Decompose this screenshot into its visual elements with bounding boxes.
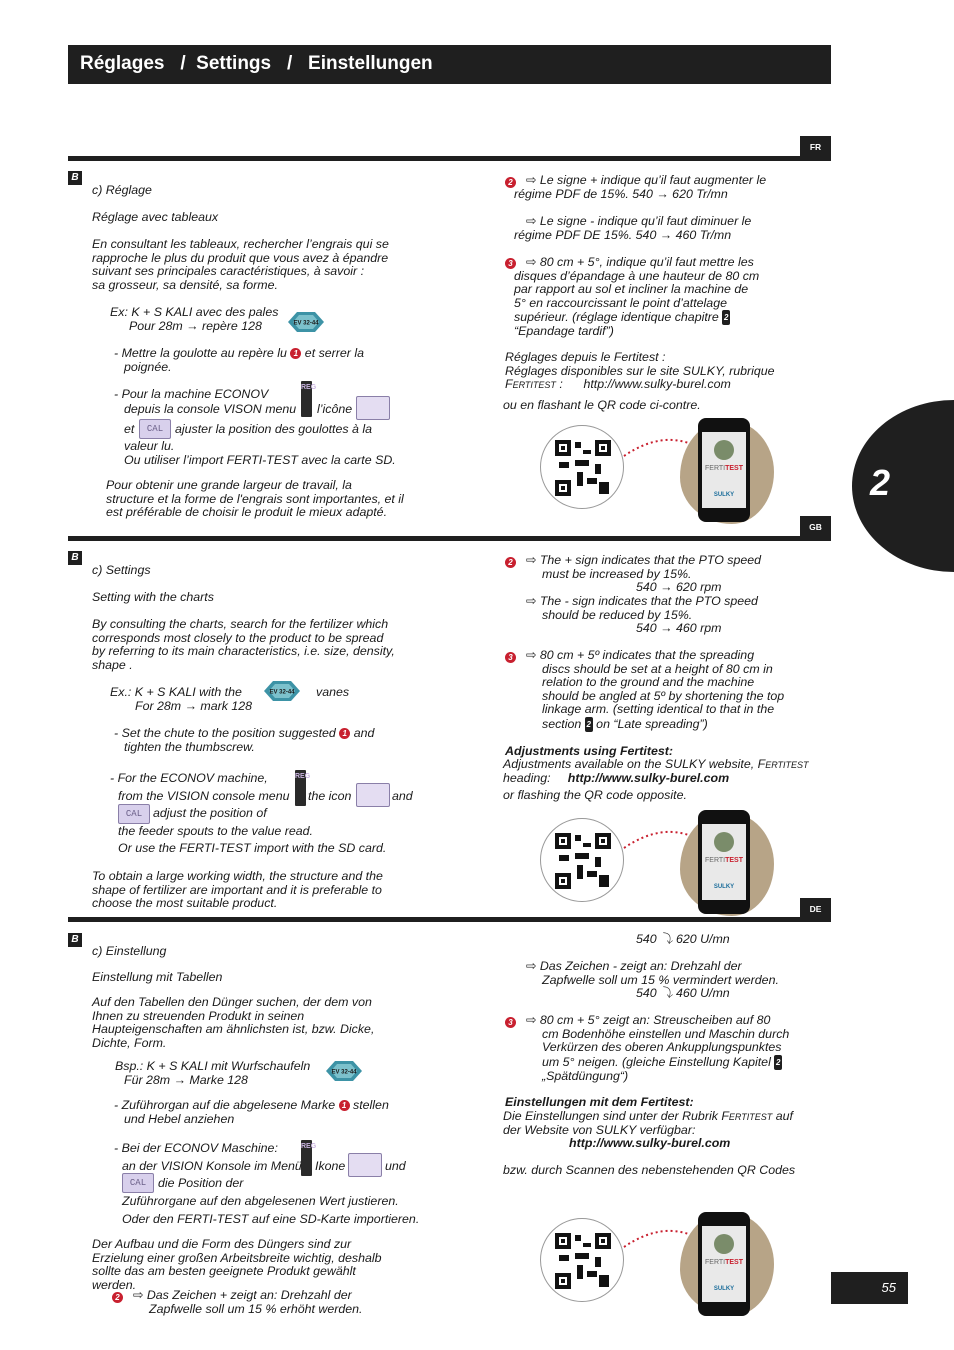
cal-button-icon: CAL	[139, 419, 171, 439]
fr-adjust: ajuster la position des goulottes à la	[175, 422, 372, 436]
de-minus-sign: ⇨ Das Zeichen - zeigt an: Drehzahl der Zapfwelle soll um 15 % vermindert werden. 540 ⤵ 460 U/mn	[526, 959, 779, 1000]
gb-conclusion: To obtain a large working width, the structure and the shape of fertilizer are important and it is preferable to choose the most suitable product.	[92, 869, 383, 910]
chapter-number: 2	[870, 462, 891, 503]
gb-example: Ex.: K + S KALI with the	[110, 685, 242, 699]
de-fertitest-title: Einstellungen mit dem Fertitest:	[505, 1095, 694, 1109]
de-qr-note: bzw. durch Scannen des nebenstehenden QR Codes	[503, 1163, 796, 1177]
fr-fertitest: Réglages depuis le Fertitest : Réglages disponibles sur le site SULKY, rubrique Fertitest : http://www.sulky-burel.com	[505, 350, 775, 391]
fr-minus-sign: ⇨ Le signe - indique qu’il faut diminuer le régime PDF DE 15%. 540 → 460 Tr/mn	[514, 214, 752, 242]
gb-step-chute: - Set the chute to the position suggested 1 and tighten the thumbscrew.	[114, 726, 375, 754]
fr-heading: c) Réglage	[92, 183, 152, 197]
reg-menu-icon: REG	[301, 1140, 312, 1176]
gb-plus-sign: ⇨ The + sign indicates that the PTO speed must be increased by 15%. 540 → 620 rpm	[526, 553, 762, 594]
ev-vane-icon	[326, 1061, 362, 1081]
de-rpm-plus: 540 ⤵ 620 U/mn	[636, 932, 730, 946]
marker-3-icon: 3	[505, 258, 516, 269]
gb-fertitest-title: Adjustments using Fertitest:	[505, 744, 673, 758]
fr-icon-label: l’icône	[317, 402, 353, 416]
marker-3-icon: 3	[505, 652, 516, 663]
gb-and: and	[392, 789, 413, 803]
lang-tab-fr: FR	[800, 136, 831, 158]
gb-intro: By consulting the charts, search for the fertilizer which corresponds most closely to the product to be spread by referring to its main characteristics, i.e. size, density, shape .	[92, 617, 395, 672]
marker-1-icon: 1	[339, 1100, 350, 1111]
gb-feeder: the feeder spouts to the value read. Or use the FERTI-TEST import with the SD card.	[118, 824, 387, 855]
qr-code-image	[540, 1218, 624, 1302]
phone-image: FERTITEST SULKY	[698, 418, 750, 522]
gb-econov-line2: from the VISION console menu	[118, 789, 290, 803]
phone-image: FERTITEST SULKY	[698, 810, 750, 914]
page-title: Réglages / Settings / Einstellungen	[80, 53, 433, 74]
marker-2-icon: 2	[505, 177, 516, 188]
fr-value: valeur lu. Ou utiliser l’import FERTI-TEST avec la carte SD.	[124, 439, 396, 467]
gb-econov-line1: - For the ECONOV machine,	[110, 771, 268, 785]
de-conclusion: Der Aufbau und die Form des Düngers sind zur Erzielung einer großen Arbeitsbreite wichtig, deshalb sollte das am besten geeignete Produkt gewählt werden.	[92, 1237, 382, 1292]
spreader-icon	[356, 783, 390, 807]
svg-text:EV 32-44: EV 32-44	[269, 689, 295, 696]
gb-adjust: adjust the position of	[153, 806, 267, 820]
de-plus-sign: ⇨ Das Zeichen + zeigt an: Drehzahl der Zapfwelle soll um 15 % erhöht werden.	[133, 1288, 363, 1316]
section-badge-fr: B	[68, 171, 82, 185]
marker-1-icon: 1	[290, 348, 301, 359]
section-badge-gb: B	[68, 551, 82, 565]
spreader-icon	[356, 396, 390, 420]
de-height-setting: ⇨ 80 cm + 5° zeigt an: Streuscheiben auf 80 cm Bodenhöhe einstellen und Maschin durch Verkürzen des oberen Ankupplungspunktes um 5° neigen. (gleiche Einstellung Kapitel 2 „Spätdüngung“)	[526, 1013, 790, 1083]
lang-tab-de: DE	[800, 898, 831, 920]
de-subheading: Einstellung mit Tabellen	[92, 970, 223, 984]
fr-step-chute: - Mettre la goulotte au repère lu 1 et serrer la poignée.	[114, 346, 365, 374]
marker-3-icon: 3	[505, 1017, 516, 1028]
fr-econov-line2: depuis la console VISON menu	[124, 402, 297, 416]
de-example: Bsp.: K + S KALI mit Wurfschaufeln Für 28m → Marke 128	[115, 1059, 311, 1087]
section-rule-gb	[68, 536, 831, 541]
svg-text:EV 32-44: EV 32-44	[293, 320, 319, 327]
fr-subheading: Réglage avec tableaux	[92, 210, 219, 224]
de-heading: c) Einstellung	[92, 944, 167, 958]
fr-conclusion: Pour obtenir une grande largeur de travail, la structure et la forme de l'engrais sont importantes, et il est préférable de choisir le produit le mieux adapté.	[106, 478, 404, 519]
section-rule-fr	[68, 156, 831, 161]
fr-and-label: et	[124, 422, 135, 436]
gb-mark: For 28m → mark 128	[135, 699, 253, 713]
marker-2-icon: 2	[112, 1292, 123, 1303]
reg-menu-icon: REG	[301, 381, 312, 417]
gb-qr-note: or flashing the QR code opposite.	[503, 788, 687, 802]
chapter-2-ref-icon: 2	[585, 717, 593, 732]
gb-minus-sign: ⇨ The - sign indicates that the PTO speed should be reduced by 15%. 540 → 460 rpm	[526, 594, 758, 635]
fr-height-setting: ⇨ 80 cm + 5°, indique qu’il faut mettre les disques d’épandage à une hauteur de 80 cm par rapport au sol et incliner la machine de 5° en raccourcissant le point d’attelage supérieur. (réglage identique chapitre 2 “Epandage tardif”)	[514, 255, 760, 338]
de-econov-line2: an der VISION Konsole im Menü	[122, 1159, 302, 1173]
gb-vanes: vanes	[316, 685, 350, 699]
de-feeder: Zuführorgane auf den abgelesenen Wert justieren. Oder den FERTI-TEST auf eine SD-Karte importieren.	[122, 1194, 420, 1226]
fr-econov-line1: - Pour la machine ECONOV	[114, 387, 269, 401]
de-fertitest-body: Die Einstellungen sind unter der Rubrik Fertitest auf der Website von SULKY verfügbar: http://www.sulky-burel.com	[503, 1109, 793, 1150]
cal-button-icon: CAL	[118, 804, 150, 824]
fr-example: Ex: K + S KALI avec des pales Pour 28m → repère 128	[110, 305, 279, 333]
chapter-2-ref-icon: 2	[722, 310, 730, 325]
section-rule-de	[68, 917, 831, 922]
gb-icon-label: the icon	[308, 789, 352, 803]
spreader-icon	[348, 1153, 382, 1177]
gb-heading: c) Settings	[92, 563, 151, 577]
reg-menu-icon: REG	[295, 770, 306, 806]
gb-fertitest-body: Adjustments available on the SULKY website, Fertitest heading: http://www.sulky-burel.com	[503, 757, 809, 785]
svg-text:EV 32-44: EV 32-44	[331, 1069, 357, 1076]
chapter-tab	[852, 400, 954, 572]
cal-button-icon: CAL	[122, 1173, 154, 1193]
ev-vane-icon	[264, 681, 300, 701]
qr-code-image	[540, 818, 624, 902]
phone-image: FERTITEST SULKY	[698, 1212, 750, 1316]
page-number: 55	[831, 1272, 908, 1304]
de-econov-line1: - Bei der ECONOV Maschine:	[114, 1141, 278, 1155]
lang-tab-gb: GB	[800, 516, 831, 538]
marker-2-icon: 2	[505, 557, 516, 568]
de-intro: Auf den Tabellen den Dünger suchen, der dem von Ihnen zu streuenden Produkt in seinen Haupteigenschaften am ähnlichsten ist, bzw. Dicke, Dichte, Form.	[92, 995, 375, 1050]
chapter-2-ref-icon: 2	[774, 1055, 782, 1070]
gb-subheading: Setting with the charts	[92, 590, 214, 604]
fr-intro: En consultant les tableaux, rechercher l’engrais qui se rapproche le plus du produit que vous avez à épandre suivant ses principales caractéristiques, à savoir : sa grosseur, sa densité, sa forme.	[92, 237, 389, 292]
ev-vane-icon	[288, 312, 324, 332]
marker-1-icon: 1	[339, 728, 350, 739]
section-badge-de: B	[68, 933, 82, 947]
de-position: die Position der	[158, 1176, 244, 1190]
fr-qr-note: ou en flashant le QR code ci-contre.	[503, 398, 701, 412]
qr-code-image	[540, 425, 624, 509]
de-icon-label: Ikone	[315, 1159, 346, 1173]
de-step-chute: - Zuführorgan auf die abgelesene Marke 1 stellen und Hebel anziehen	[114, 1098, 389, 1126]
fr-plus-sign: ⇨ Le signe + indique qu’il faut augmenter le régime PDF de 15%. 540 → 620 Tr/mn	[514, 173, 767, 201]
gb-height-setting: ⇨ 80 cm + 5º indicates that the spreading discs should be set at a height of 80 cm in relation to the ground and the machine should be angled at 5º by shortening the top linkage arm. (setting identical to that in the section 2 on “Late spreading”)	[526, 648, 785, 731]
de-und: und	[385, 1159, 406, 1173]
